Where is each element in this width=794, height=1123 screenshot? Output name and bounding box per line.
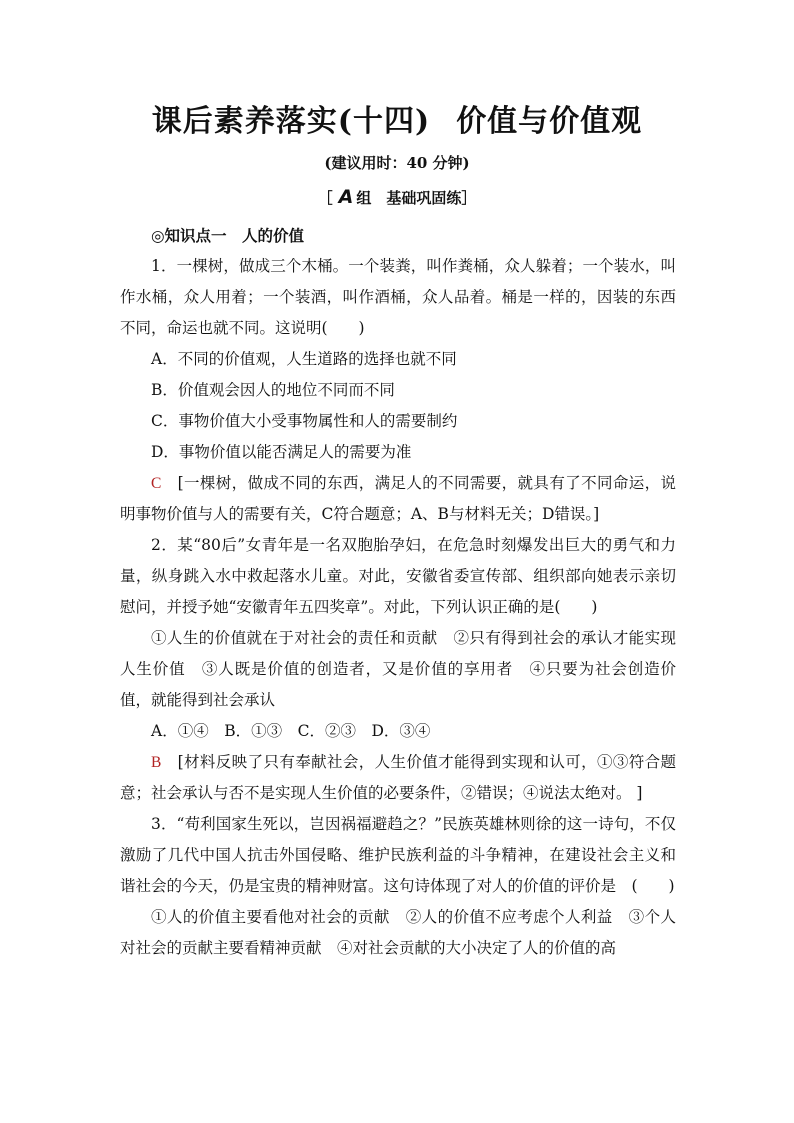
- question-2-statements: ①人生的价值就在于对社会的责任和贡献 ②只有得到社会的承认才能实现人生价值 ③人既是价值的创造者，又是价值的享用者 ④只要为社会创造价值，就能得到社会承认: [120, 629, 676, 709]
- group-label: 组 基础巩固练: [356, 189, 462, 207]
- question-1-stem: 1．一棵树，做成三个木桶。一个装粪，叫作粪桶，众人躲着；一个装水，叫作水桶，众人用着；一个装酒，叫作酒桶，众人品着。桶是一样的，因装的东西不同，命运也就不同。这说明( ): [120, 257, 676, 337]
- question-3-stem: 3．“苟利国家生死以，岂因祸福避趋之？”民族英雄林则徐的这一诗句，不仅激励了几代中国人抗击外国侵略、维护民族利益的斗争精神，在建设社会主义和谐社会的今天，仍是宝贵的精神财富。这句诗体现了对人的价值的评价是 ( ): [120, 815, 676, 895]
- group-bracket-left: ［: [317, 189, 333, 207]
- title-part-a: 课后素养落实(十四): [151, 104, 431, 139]
- page-title: [0, 96, 794, 140]
- group-letter: A: [338, 186, 354, 208]
- question-2-answer-letter: B: [151, 754, 162, 771]
- question-2-options: A．①④ B．①③ C．②③ D．③④: [151, 722, 431, 740]
- question-2-answer: [120, 747, 676, 809]
- group-bracket-right: ］: [461, 189, 477, 207]
- title-part-b: 价值与价值观: [456, 104, 643, 139]
- question-1-option-c: C．事物价值大小受事物属性和人的需要制约: [151, 412, 458, 430]
- question-2-stem: 2．某“80后”女青年是一名双胞胎孕妇，在危急时刻爆发出巨大的勇气和力量，纵身跳入水中救起落水儿童。对此，安徽省委宣传部、组织部向她表示亲切慰问，并授予她“安徽青年五四奖章”。对此，下列认识正确的是( ): [120, 536, 676, 616]
- group-heading: [0, 186, 794, 208]
- content-body: [120, 220, 676, 964]
- question-1-option-d: D．事物价值以能否满足人的需要为准: [151, 443, 412, 461]
- question-1-option-b: B．价值观会因人的地位不同而不同: [151, 381, 395, 399]
- question-1-answer: [120, 468, 676, 530]
- question-1-option-a: A．不同的价值观，人生道路的选择也就不同: [151, 350, 457, 368]
- question-1-answer-letter: C: [151, 475, 162, 492]
- question-2-explanation: [材料反映了只有奉献社会，人生价值才能得到实现和认可，①③符合题意；社会承认与否不是实现人生价值的必要条件，②错误；④说法太绝对。 ]: [120, 753, 676, 802]
- question-1-explanation: [一棵树，做成不同的东西，满足人的不同需要，就具有了不同命运，说明事物价值与人的需要有关，C符合题意；A、B与材料无关；D错误。]: [120, 474, 676, 523]
- knowledge-point-heading: ◎知识点一 人的价值: [151, 226, 305, 245]
- time-note: (建议用时：40 分钟): [324, 154, 470, 172]
- question-3-statements: ①人的价值主要看他对社会的贡献 ②人的价值不应考虑个人利益 ③个人对社会的贡献主要看精神贡献 ④对社会贡献的大小决定了人的价值的高: [120, 908, 676, 957]
